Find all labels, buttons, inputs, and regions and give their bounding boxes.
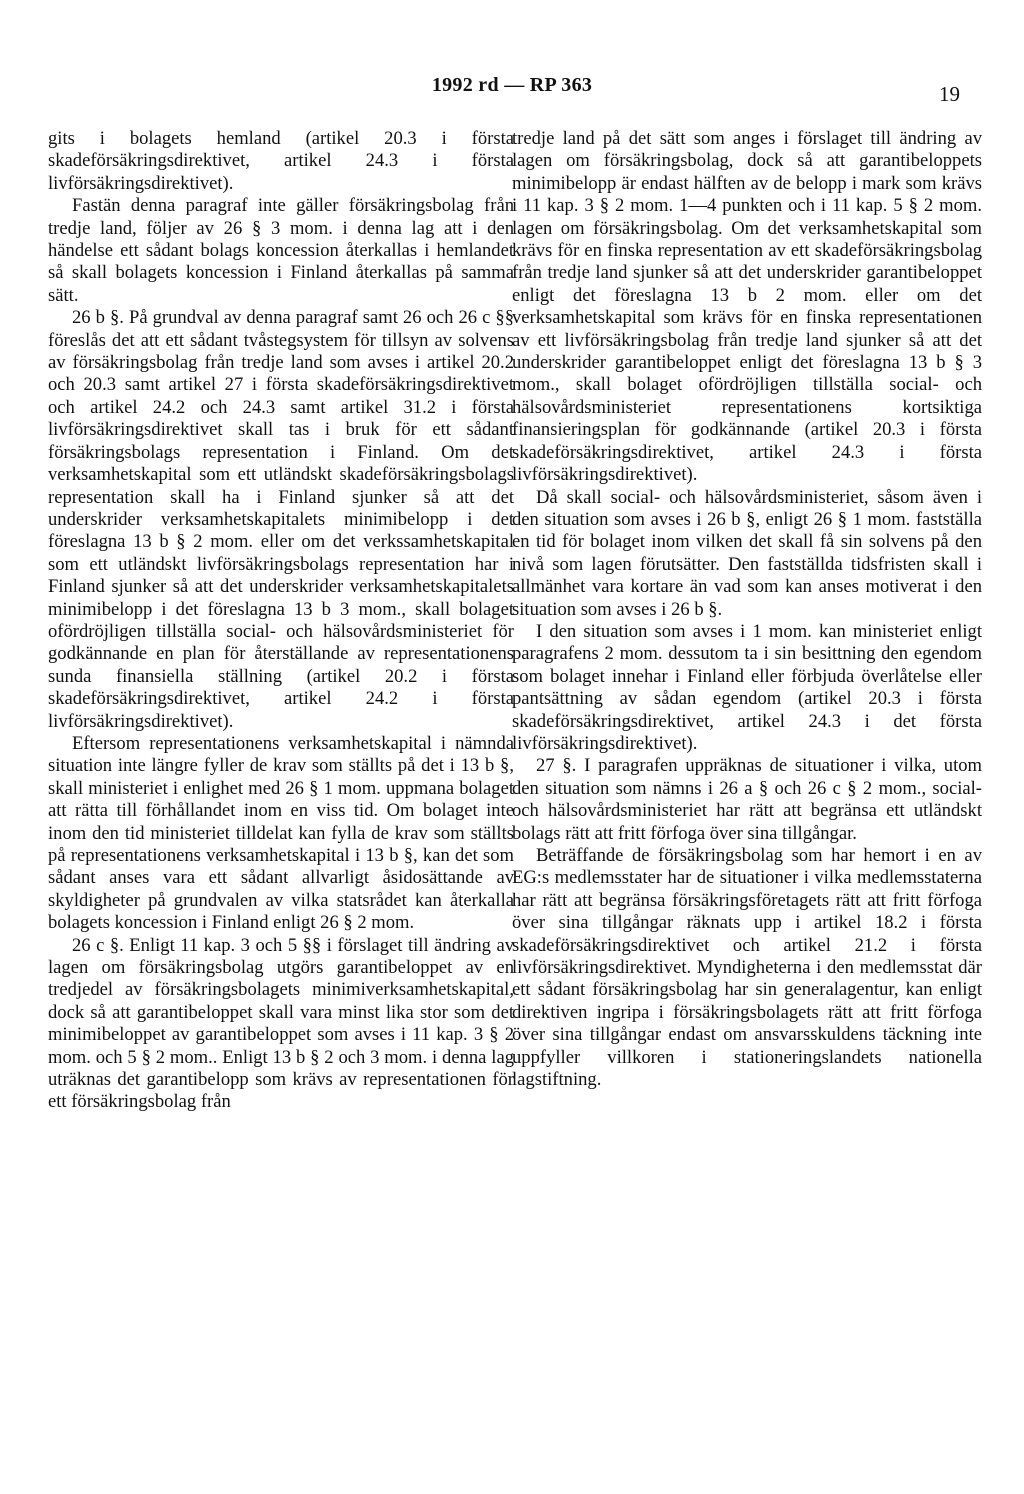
paragraph: Beträffande de försäkringsbolag som har hemort i en av EG:s medlemsstater har de situationer i vilka medlemsstaterna har rätt att begränsa försäkringsföretagets rätt att fritt förfoga över sina tillgångar räknats upp i artikel 18.2 i första skadeförsäkringsdirektivet och artikel 21.2 i första livförsäkringsdirektivet. Myndigheterna i den medlemsstat där ett sådant försäkringsbolag har sin generalagentur, kan enligt direktiven ingripa i försäkringsbolagets rätt att fritt förfoga över sina tillgångar endast om ansvarsskuldens täckning inte uppfyller villkoren i stationeringslandets nationella lagstiftning. [512, 845, 982, 1091]
right-column [512, 128, 982, 1091]
paragraph: gits i bolagets hemland (artikel 20.3 i första skadeförsäkringsdirektivet, artikel 24.3 i första livförsäkringsdirektivet). [48, 128, 514, 194]
paragraph: Då skall social- och hälsovårdsministeriet, såsom även i den situation som avses i 26 b §, enligt 26 § 1 mom. fastställa en tid för bolaget inom vilken det skall få sin solvens på den nivå som lagen förutsätter. Den fastställda tidsfristen skall i allmänhet vara kortare än vad som kan anses motiverat i den situation som avses i 26 b §. [512, 486, 982, 620]
paragraph: I den situation som avses i 1 mom. kan ministeriet enligt paragrafens 2 mom. dessutom ta i sin besittning den egendom som bolaget innehar i Finland eller förbjuda överlåtelse eller pantsättning av sådan egendom (artikel 20.3 i första skadeförsäkringsdirektivet, artikel 24.3 i det första livförsäkringsdirektivet). [512, 620, 982, 754]
document-title: 1992 rd — RP 363 [431, 74, 593, 96]
paragraph: 26 b §. På grundval av denna paragraf samt 26 och 26 c §§ föreslås det att ett sådant tvåstegsystem för tillsyn av solvens av försäkringsbolag från tredje land som avses i artikel 20.2 och 20.3 samt artikel 27 i första skadeförsäkringsdirektivet och artikel 24.2 och 24.3 samt artikel 31.2 i första livförsäkringsdirektivet skall tas i bruk för ett sådant försäkringsbolags representation i Finland. Om det verksamhetskapital som ett utländskt skadeförsäkringsbolags representation skall ha i Finland sjunker så att det underskrider verksamhetskapitalets minimibelopp i det föreslagna 13 b § 2 mom. eller om det verkssamhetskapital som ett utländskt livförsäkringsbolags representation har i Finland sjunker så att det underskrider verksamhetskapitalets minimibelopp i det föreslagna 13 b 3 mom., skall bolaget ofördröjligen tillställa social- och hälsovårdsministeriet för godkännande en plan för återställande av representationens sunda finansiella ställning (artikel 20.2 i första skadeförsäkringsdirektivet, artikel 24.2 i första livförsäkringsdirektivet). [48, 307, 514, 732]
left-column [48, 128, 514, 1114]
paragraph: Eftersom representationens verksamhetskapital i nämnda situation inte längre fyller de krav som ställts på det i 13 b §, skall ministeriet i enlighet med 26 § 1 mom. uppmana bolaget att rätta till förhållandet inom en viss tid. Om bolaget inte inom den tid ministeriet tilldelat kan fylla de krav som ställts på representationens verksamhetskapital i 13 b §, kan det som sådant anses vara ett sådant allvarligt åsidosättande av skyldigheter på grundvalen av vilka statsrådet kan återkalla bolagets koncession i Finland enligt 26 § 2 mom. [48, 732, 514, 934]
paragraph: Fastän denna paragraf inte gäller försäkringsbolag från tredje land, följer av 26 § 3 mom. i denna lag att i den händelse ett sådant bolags koncession återkallas i hemlandet så skall bolagets koncession i Finland återkallas på samma sätt. [48, 195, 514, 306]
paragraph: tredje land på det sätt som anges i förslaget till ändring av lagen om försäkringsbolag, dock så att garantibeloppets minimibelopp är endast hälften av de belopp i mark som krävs i 11 kap. 3 § 2 mom. 1—4 punkten och i 11 kap. 5 § 2 mom. lagen om försäkringsbolag. Om det verksamhetskapital som krävs för en finska representation av ett skadeförsäkringsbolag från tredje land sjunker så att det underskrider garantibeloppet enligt det föreslagna 13 b 2 mom. eller om det verksamhetskapital som krävs för en finska representationen av ett livförsäkringsbolag från tredje land sjunker så att det underskrider garantibeloppet enligt det föreslagna 13 b § 3 mom., skall bolaget ofördröjligen tillställa social- och hälsovårdsministeriet representationens kortsiktiga finansieringsplan för godkännande (artikel 20.3 i första skadeförsäkringsdirektivet, artikel 24.3 i första livförsäkringsdirektivet). [512, 128, 982, 486]
page-header [0, 74, 1024, 104]
paragraph: 26 c §. Enligt 11 kap. 3 och 5 §§ i förslaget till ändring av lagen om försäkringsbolag utgörs garantibeloppet av en tredjedel av försäkringsbolagets minimiverksamhetskapital, dock så att garantibeloppet skall vara minst lika stor som det minimibeloppet av garantibeloppet som avses i 11 kap. 3 § 2 mom. och 5 § 2 mom.. Enligt 13 b § 2 och 3 mom. i denna lag uträknas det garantibelopp som krävs av representationen för ett försäkringsbolag från [48, 934, 514, 1113]
paragraph: 27 §. I paragrafen uppräknas de situationer i vilka, utom den situation som nämns i 26 a § och 26 c § 2 mom., social- och hälsovårdsministeriet har rätt att begränsa ett utländskt bolags rätt att fritt förfoga över sina tillgångar. [512, 755, 982, 844]
page-number: 19 [939, 82, 960, 106]
